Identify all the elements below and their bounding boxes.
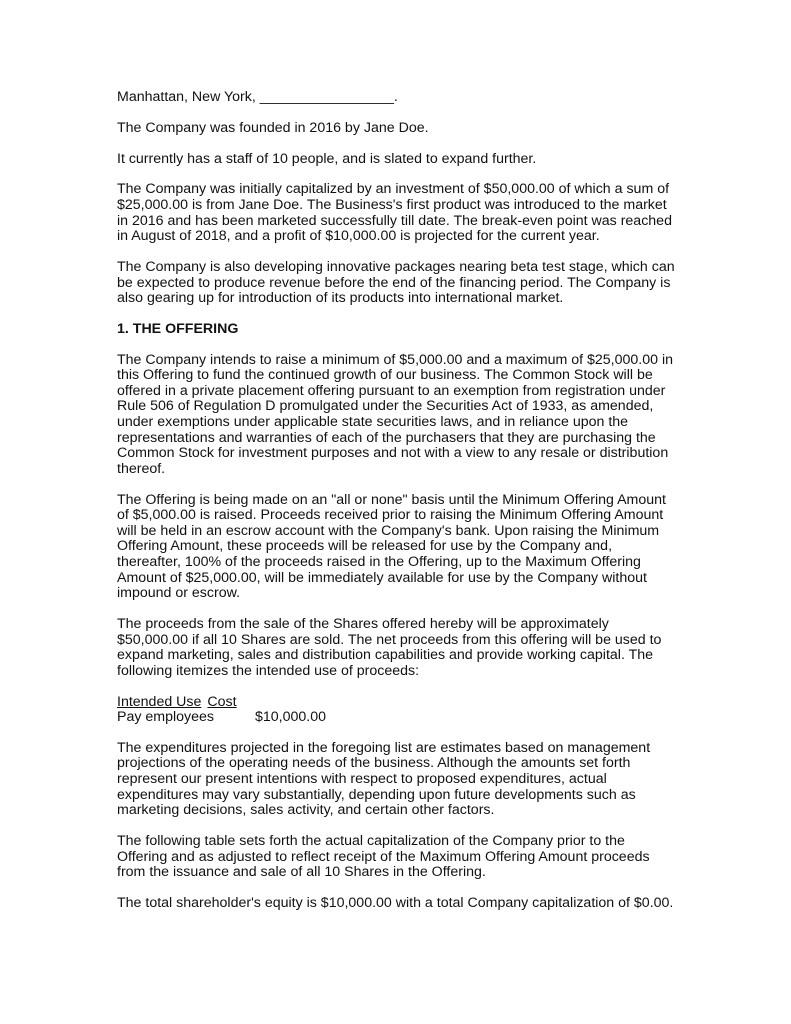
table-header-intended-use: Intended Use [117,693,202,710]
paragraph-capitalization-table: The following table sets forth the actual capitalization of the Company prior to the Offering and as adjusted to reflect receipt of the Maximum Offering Amount proceeds from the issuance and sale of all 10 Shares in the Offering. [117,833,650,881]
paragraph-staff: It currently has a staff of 10 people, and is slated to expand further. [117,150,537,167]
table-cell-cost: $10,000.00 [255,709,327,726]
paragraph-capitalization: The Company was initially capitalized by an investment of $50,000.00 of which a sum of $25,000.00 is from Jane Doe. The Business's first product was introduced to the market in 2016 and has been marketed successfully till date. The break-even point was reached in August of 2018, and a profit of $10,000.00 is projected for the current year. [117,181,672,245]
table-cell-use: Pay employees [117,709,214,726]
paragraph-expenditures: The expenditures projected in the foregoing list are estimates based on management projections of the operating needs of the business. Although the amounts set forth represent our present intentions with respect to proposed expenditures, actual expenditures may vary substantially, depending upon future developments such as marketing decisions, sales activity, and certain other factors. [117,739,651,819]
location-line: Manhattan, New York, _________________. [117,89,398,105]
paragraph-founded: The Company was founded in 2016 by Jane Doe. [117,119,429,136]
paragraph-proceeds: The proceeds from the sale of the Shares offered hereby will be approximately $50,000.00 if all 10 Shares are sold. The net proceeds from this offering will be used to expand marketing, sales and distribution capabilities and provide working capital. The following itemizes the intended use of proceeds: [117,615,662,679]
table-header-row [117,695,677,711]
table-header-cost: Cost [207,693,237,710]
paragraph-offering-intent: The Company intends to raise a minimum of $5,000.00 and a maximum of $25,000.00 in this Offering to fund the continued growth of our business. The Common Stock will be offered in a private placement offering pursuant to an exemption from registration under Rule 506 of Regulation D promulgated under the Securities Act of 1933, as amended, under exemptions under applicable state securities laws, and in reliance upon the representations and warranties of each of the purchasers that they are purchasing the Common Stock for investment purposes and not with a view to any resale or distribution thereof. [117,351,673,477]
intended-use-table [117,695,677,726]
paragraph-development: The Company is also developing innovative packages nearing beta test stage, which can be expected to produce revenue before the end of the financing period. The Company is also gearing up for introduction of its products into international market. [117,258,675,307]
document-page [117,90,677,927]
paragraph-all-or-none: The Offering is being made on an "all or none" basis until the Minimum Offering Amount of $5,000.00 is raised. Proceeds received prior to raising the Minimum Offering Amount will be held in an escrow account with the Company's bank. Upon raising the Minimum Offering Amount, these proceeds will be released for use by the Company and, thereafter, 100% of the proceeds raised in the Offering, up to the Maximum Offering Amount of $25,000.00, will be immediately available for use by the Company without impound or escrow. [117,491,666,602]
table-row [117,710,677,726]
section-heading-offering: 1. THE OFFERING [117,320,239,337]
paragraph-shareholder-equity: The total shareholder's equity is $10,000.00 with a total Company capitalization of $0.00. [117,895,674,911]
